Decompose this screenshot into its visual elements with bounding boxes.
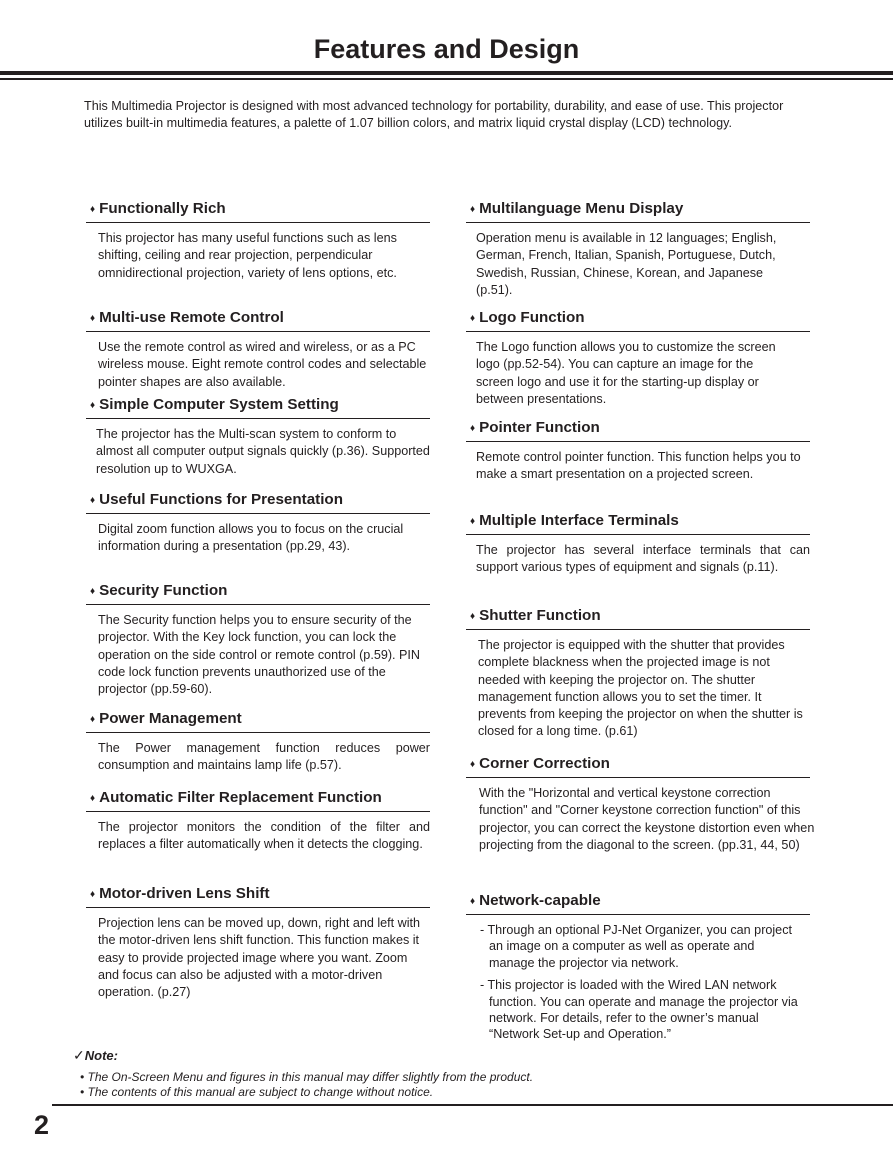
section-heading: ♦ Network-capable bbox=[466, 891, 810, 915]
section-body: Operation menu is available in 12 languages; English, German, French, Italian, Spanish, Portuguese, Dutch, Swedish, Russian, Chinese, Korean, and Japanese (p.51). bbox=[476, 231, 777, 297]
footer-rule bbox=[52, 1104, 893, 1106]
diamond-bullet-icon: ♦ bbox=[470, 896, 476, 907]
section-body: Remote control pointer function. This function helps you to make a smart presentation on a projected screen. bbox=[476, 450, 801, 482]
note-item: • The contents of this manual are subject to change without notice. bbox=[80, 1085, 434, 1099]
section-heading: ♦ Motor-driven Lens Shift bbox=[86, 884, 430, 908]
section-corner-correction bbox=[466, 754, 815, 854]
section-heading: ♦ Logo Function bbox=[466, 308, 810, 332]
section-automatic-filter-replacement bbox=[86, 788, 430, 854]
section-network-capable bbox=[466, 891, 810, 1043]
diamond-bullet-icon: ♦ bbox=[470, 313, 476, 324]
section-heading: ♦ Functionally Rich bbox=[86, 199, 430, 223]
diamond-bullet-icon: ♦ bbox=[470, 759, 476, 770]
section-heading: ♦ Automatic Filter Replacement Function bbox=[86, 788, 430, 812]
diamond-bullet-icon: ♦ bbox=[90, 586, 96, 597]
section-pointer-function bbox=[466, 418, 810, 484]
section-simple-computer-system-setting bbox=[86, 395, 430, 478]
diamond-bullet-icon: ♦ bbox=[470, 516, 476, 527]
note-item: • The On-Screen Menu and figures in this manual may differ slightly from the product. bbox=[80, 1070, 534, 1084]
section-body: The projector monitors the condition of the filter and replaces a filter automatically when it detects the clogging. bbox=[98, 820, 430, 852]
page-number: 2 bbox=[34, 1110, 50, 1140]
section-heading: ♦ Multilanguage Menu Display bbox=[466, 199, 810, 223]
section-heading: ♦ Simple Computer System Setting bbox=[86, 395, 430, 419]
section-body: The Power management function reduces power consumption and maintains lamp life (p.57). bbox=[98, 741, 430, 773]
diamond-bullet-icon: ♦ bbox=[470, 423, 476, 434]
section-heading: ♦ Security Function bbox=[86, 581, 430, 605]
section-body: The projector has the Multi-scan system to conform to almost all computer output signals quickly (p.36). Supported resolution up to WUXGA. bbox=[96, 427, 430, 476]
section-body: Projection lens can be moved up, down, right and left with the motor-driven lens shift function. This function makes it easy to provide projected image where you want. Zoom and focus can also be adjusted with a motor-driven operation. (p.27) bbox=[98, 916, 421, 1000]
diamond-bullet-icon: ♦ bbox=[90, 889, 96, 900]
diamond-bullet-icon: ♦ bbox=[90, 714, 96, 725]
list-item: - Through an optional PJ-Net Organizer, you can project an image on a computer as well as operate and manage the projector via network. bbox=[480, 923, 792, 970]
diamond-bullet-icon: ♦ bbox=[90, 313, 96, 324]
diamond-bullet-icon: ♦ bbox=[90, 400, 96, 411]
section-power-management bbox=[86, 709, 430, 775]
section-heading: ♦ Shutter Function bbox=[466, 606, 810, 630]
section-multi-use-remote-control bbox=[86, 308, 430, 391]
section-heading: ♦ Useful Functions for Presentation bbox=[86, 490, 430, 514]
section-heading: ♦ Multiple Interface Terminals bbox=[466, 511, 810, 535]
section-body: The projector has several interface terminals that can support various types of equipment and signals (p.11). bbox=[476, 543, 810, 575]
section-useful-functions-presentation bbox=[86, 490, 430, 556]
note-list bbox=[80, 1070, 533, 1100]
section-body: The Security function helps you to ensure security of the projector. With the Key lock function, you can lock the operation on the side control or remote control (p.59). PIN code lock function prevents unauthorized use of the projector (pp.59-60). bbox=[98, 613, 421, 697]
section-multilanguage-menu-display bbox=[466, 199, 810, 299]
note-label: Note: bbox=[84, 1048, 118, 1063]
section-logo-function bbox=[466, 308, 810, 408]
section-security-function bbox=[86, 581, 430, 698]
section-shutter-function bbox=[466, 606, 810, 741]
section-heading: ♦ Power Management bbox=[86, 709, 430, 733]
section-body: Use the remote control as wired and wireless, or as a PC wireless mouse. Eight remote control codes and selectable pointer shapes are also available. bbox=[98, 340, 427, 389]
checkmark-icon: ✓ bbox=[73, 1047, 85, 1063]
section-body: The Logo function allows you to customize the screen logo (pp.52-54). You can capture an image for the screen logo and use it for the starting-up display or between presentations. bbox=[476, 340, 776, 406]
title-rule bbox=[0, 71, 893, 75]
intro-paragraph: This Multimedia Projector is designed with most advanced technology for portability, durability, and ease of use. This projector utilizes built-in multimedia features, a palette of 1.07 billion colors, and matrix liquid crystal display (LCD) technology. bbox=[84, 99, 784, 130]
diamond-bullet-icon: ♦ bbox=[470, 204, 476, 215]
section-body: This projector has many useful functions such as lens shifting, ceiling and rear projection, perpendicular omnidirectional projection, variety of lens options, etc. bbox=[98, 231, 397, 280]
list-item: - This projector is loaded with the Wired LAN network function. You can operate and manage the projector via network. For details, refer to the owner’s manual “Network Set-up and Operation.” bbox=[480, 978, 798, 1042]
section-body: With the "Horizontal and vertical keystone correction function" and "Corner keystone correction function" of this projector, you can correct the keystone distortion even when projecting from the diagonal to the screen. (pp.31, 44, 50) bbox=[479, 786, 815, 852]
title-rule-thin bbox=[0, 78, 893, 80]
page-title: Features and Design bbox=[313, 34, 580, 64]
diamond-bullet-icon: ♦ bbox=[90, 495, 96, 506]
section-body: Digital zoom function allows you to focus on the crucial information during a presentation (pp.29, 43). bbox=[98, 522, 404, 554]
section-body bbox=[466, 922, 810, 1043]
section-heading: ♦ Multi-use Remote Control bbox=[86, 308, 430, 332]
section-heading: ♦ Corner Correction bbox=[466, 754, 810, 778]
diamond-bullet-icon: ♦ bbox=[470, 611, 476, 622]
section-heading: ♦ Pointer Function bbox=[466, 418, 810, 442]
section-motor-driven-lens-shift bbox=[86, 884, 430, 1001]
diamond-bullet-icon: ♦ bbox=[90, 793, 96, 804]
section-multiple-interface-terminals bbox=[466, 511, 810, 577]
section-body: The projector is equipped with the shutter that provides complete blackness when the projected image is not needed with keeping the projector on. The shutter management function allows you to set the timer. It prevents from keeping the projector on when the shutter is closed for a long time. (p.61) bbox=[478, 638, 803, 739]
section-functionally-rich bbox=[86, 199, 430, 282]
diamond-bullet-icon: ♦ bbox=[90, 204, 96, 215]
note-heading bbox=[73, 1047, 118, 1064]
